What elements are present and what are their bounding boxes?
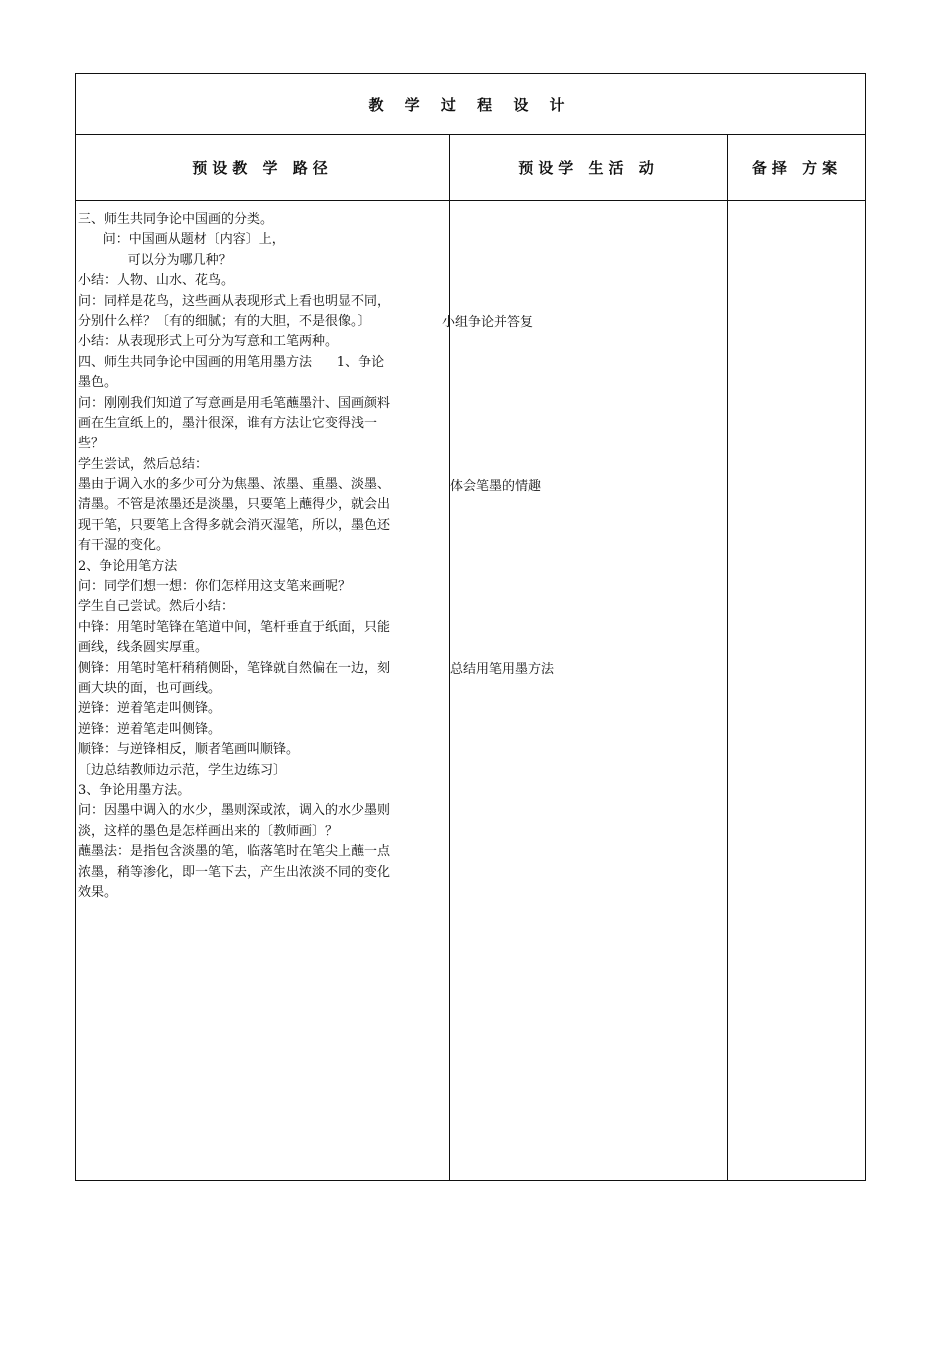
teaching-path-line: 有干湿的变化。 [78, 538, 170, 554]
teaching-path-line: 小结：人物、山水、花鸟。 [78, 273, 235, 289]
teaching-path-line: 中锋：用笔时笔锋在笔道中间，笔杆垂直于纸面，只能 [78, 619, 391, 635]
lesson-design-table [75, 73, 866, 1181]
header-alternative-plan: 备择 方案 [751, 158, 843, 177]
teaching-path-line: 顺锋：与逆锋相反，顺者笔画叫顺锋。 [78, 742, 300, 758]
teaching-path-line: 学生自己尝试。然后小结： [78, 599, 235, 615]
header-teaching-path: 预设教 学 路径 [192, 158, 333, 177]
teaching-path-line: 问：同学们想一想：你们怎样用这支笔来画呢？ [78, 579, 352, 595]
student-activity-text: 体会笔墨的情趣 [450, 479, 542, 494]
teaching-path-line: 可以分为哪几种？ [78, 252, 232, 268]
teaching-path-line: 逆锋：逆着笔走叫侧锋。 [78, 701, 222, 717]
teaching-path-line: 问：刚刚我们知道了写意画是用毛笔蘸墨汁、国画颜料 [78, 395, 391, 411]
teaching-path-line: 2、争论用笔方法 [78, 558, 178, 574]
teaching-path-content [78, 210, 390, 903]
teaching-path-line: 效果。 [78, 884, 118, 900]
teaching-path-line: 三、师生共同争论中国画的分类。 [78, 212, 274, 227]
student-activity-text: 小组争论并答复 [442, 315, 534, 330]
teaching-path-line: 浓墨，稍等渗化，即一笔下去，产生出浓淡不同的变化 [78, 864, 391, 880]
teaching-path-line: 蘸墨法：是指包含淡墨的笔，临落笔时在笔尖上蘸一点 [78, 844, 391, 860]
teaching-path-line: 画大块的面，也可画线。 [78, 680, 222, 696]
teaching-path-line: 画在生宣纸上的，墨汁很深，谁有方法让它变得浅一 [78, 415, 378, 431]
teaching-path-line: 侧锋：用笔时笔杆稍稍侧卧，笔锋就自然偏在一边，刻 [78, 660, 391, 676]
teaching-path-line: 墨由于调入水的多少可分为焦墨、浓墨、重墨、淡墨、 [78, 477, 391, 493]
student-activity-text: 总结用笔用墨方法 [450, 662, 555, 677]
header-divider [76, 200, 865, 201]
column-divider-2 [727, 134, 728, 1181]
teaching-path-line: 问：因墨中调入的水少，墨则深或浓，调入的水少墨则 [78, 803, 391, 819]
teaching-path-line: 墨色。 [78, 375, 118, 391]
teaching-path-line: 问：中国画从题材〔内容〕上， [78, 232, 285, 248]
column-divider-1 [449, 134, 450, 1181]
teaching-path-line: 3、争论用墨方法。 [78, 782, 191, 798]
teaching-path-line: 问：同样是花鸟，这些画从表现形式上看也明显不同， [78, 293, 391, 309]
teaching-path-line: 清墨。不管是浓墨还是淡墨，只要笔上蘸得少，就会出 [78, 497, 391, 513]
teaching-path-line: 小结：从表现形式上可分为写意和工笔两种。 [78, 334, 339, 350]
teaching-path-line: 学生尝试，然后总结： [78, 456, 209, 472]
teaching-path-line: 些？ [78, 436, 105, 452]
header-student-activity: 预设学 生活 动 [518, 158, 659, 177]
teaching-path-line: 四、师生共同争论中国画的用笔用墨方法 1、争论 [78, 354, 385, 370]
teaching-path-line: 现干笔，只要笔上含得多就会消灭湿笔，所以，墨色还 [78, 517, 391, 533]
table-title: 教 学 过 程 设 计 [368, 95, 573, 114]
teaching-path-line: 分别什么样？〔有的细腻；有的大胆，不是很像。〕 [78, 313, 371, 329]
teaching-path-line: 逆锋：逆着笔走叫侧锋。 [78, 721, 222, 737]
teaching-path-line: 淡，这样的墨色是怎样画出来的〔教师画〕？ [78, 823, 339, 839]
teaching-path-line: 画线，线条圆实厚重。 [78, 640, 209, 656]
teaching-path-line: 〔边总结教师边示范，学生边练习〕 [78, 762, 287, 778]
